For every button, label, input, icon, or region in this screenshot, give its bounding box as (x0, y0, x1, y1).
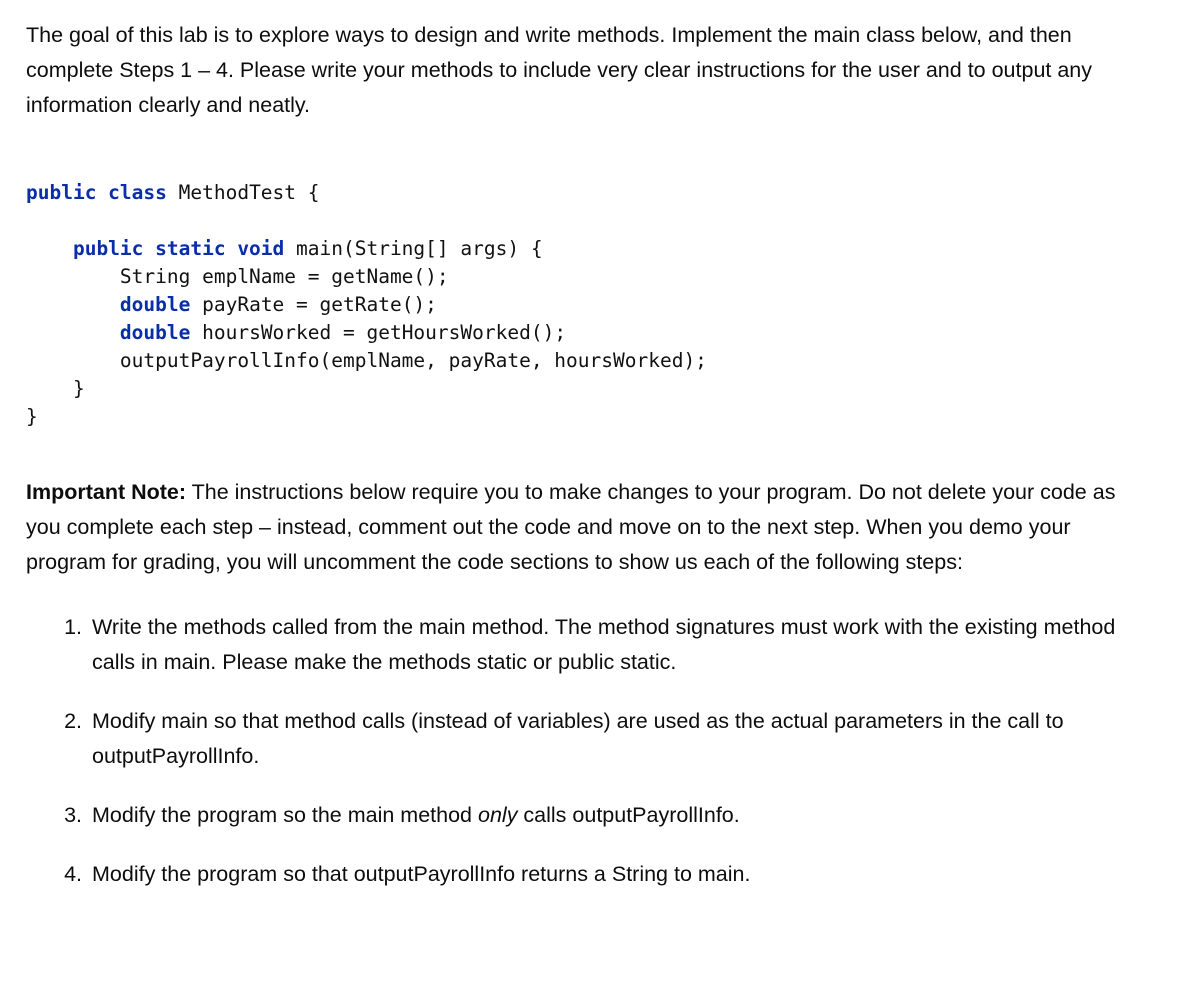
code-text: MethodTest { (166, 181, 320, 204)
step-number: 2. (64, 709, 82, 733)
step-text: Modify the program so that outputPayrollInfo returns a String to main. (92, 862, 751, 886)
spacer (26, 123, 1150, 179)
step-text: Write the methods called from the main method. The method signatures must work with the existing method calls in main. Please make the methods static or public static. (92, 615, 1116, 674)
spacer (26, 431, 1150, 475)
code-listing (26, 179, 1150, 431)
list-item (64, 704, 1152, 774)
step-text-after: calls outputPayrollInfo. (517, 803, 740, 827)
code-text: } (26, 405, 38, 428)
code-keyword: double (26, 293, 191, 316)
step-emphasis: only (478, 803, 518, 827)
steps-list (26, 610, 1150, 892)
important-note-text: The instructions below require you to make changes to your program. Do not delete your code as you complete each step – instead, comment out the code and move on to the next step. When you demo your program for grading, you will uncomment the code sections to show us each of the following steps: (26, 480, 1116, 574)
code-text: payRate = getRate(); (190, 293, 437, 316)
list-item (64, 857, 1152, 892)
step-text-before: Modify the program so the main method (92, 803, 478, 827)
code-text: outputPayrollInfo(emplName, payRate, hoursWorked); (26, 349, 707, 372)
code-text: } (26, 377, 85, 400)
step-text: Modify main so that method calls (instead of variables) are used as the actual parameters in the call to outputPayrollInfo. (92, 709, 1064, 768)
code-keyword: public static void (26, 237, 285, 260)
step-number: 3. (64, 803, 82, 827)
list-item (64, 798, 1152, 833)
code-text: String emplName = getName(); (26, 265, 449, 288)
intro-paragraph: The goal of this lab is to explore ways to design and write methods. Implement the main class below, and then complete Steps 1 – 4. Please write your methods to include very clear instructions for the user and to output any information clearly and neatly. (26, 23, 1093, 117)
step-number: 4. (64, 862, 82, 886)
code-text: hoursWorked = getHoursWorked(); (190, 321, 567, 344)
list-item (64, 610, 1152, 680)
code-keyword: public class (26, 181, 167, 204)
important-note-label: Important Note: (26, 480, 187, 504)
code-text: main(String[] args) { (284, 237, 543, 260)
spacer (26, 580, 1150, 610)
code-keyword: double (26, 321, 191, 344)
step-number: 1. (64, 615, 82, 639)
important-note (26, 475, 1146, 580)
